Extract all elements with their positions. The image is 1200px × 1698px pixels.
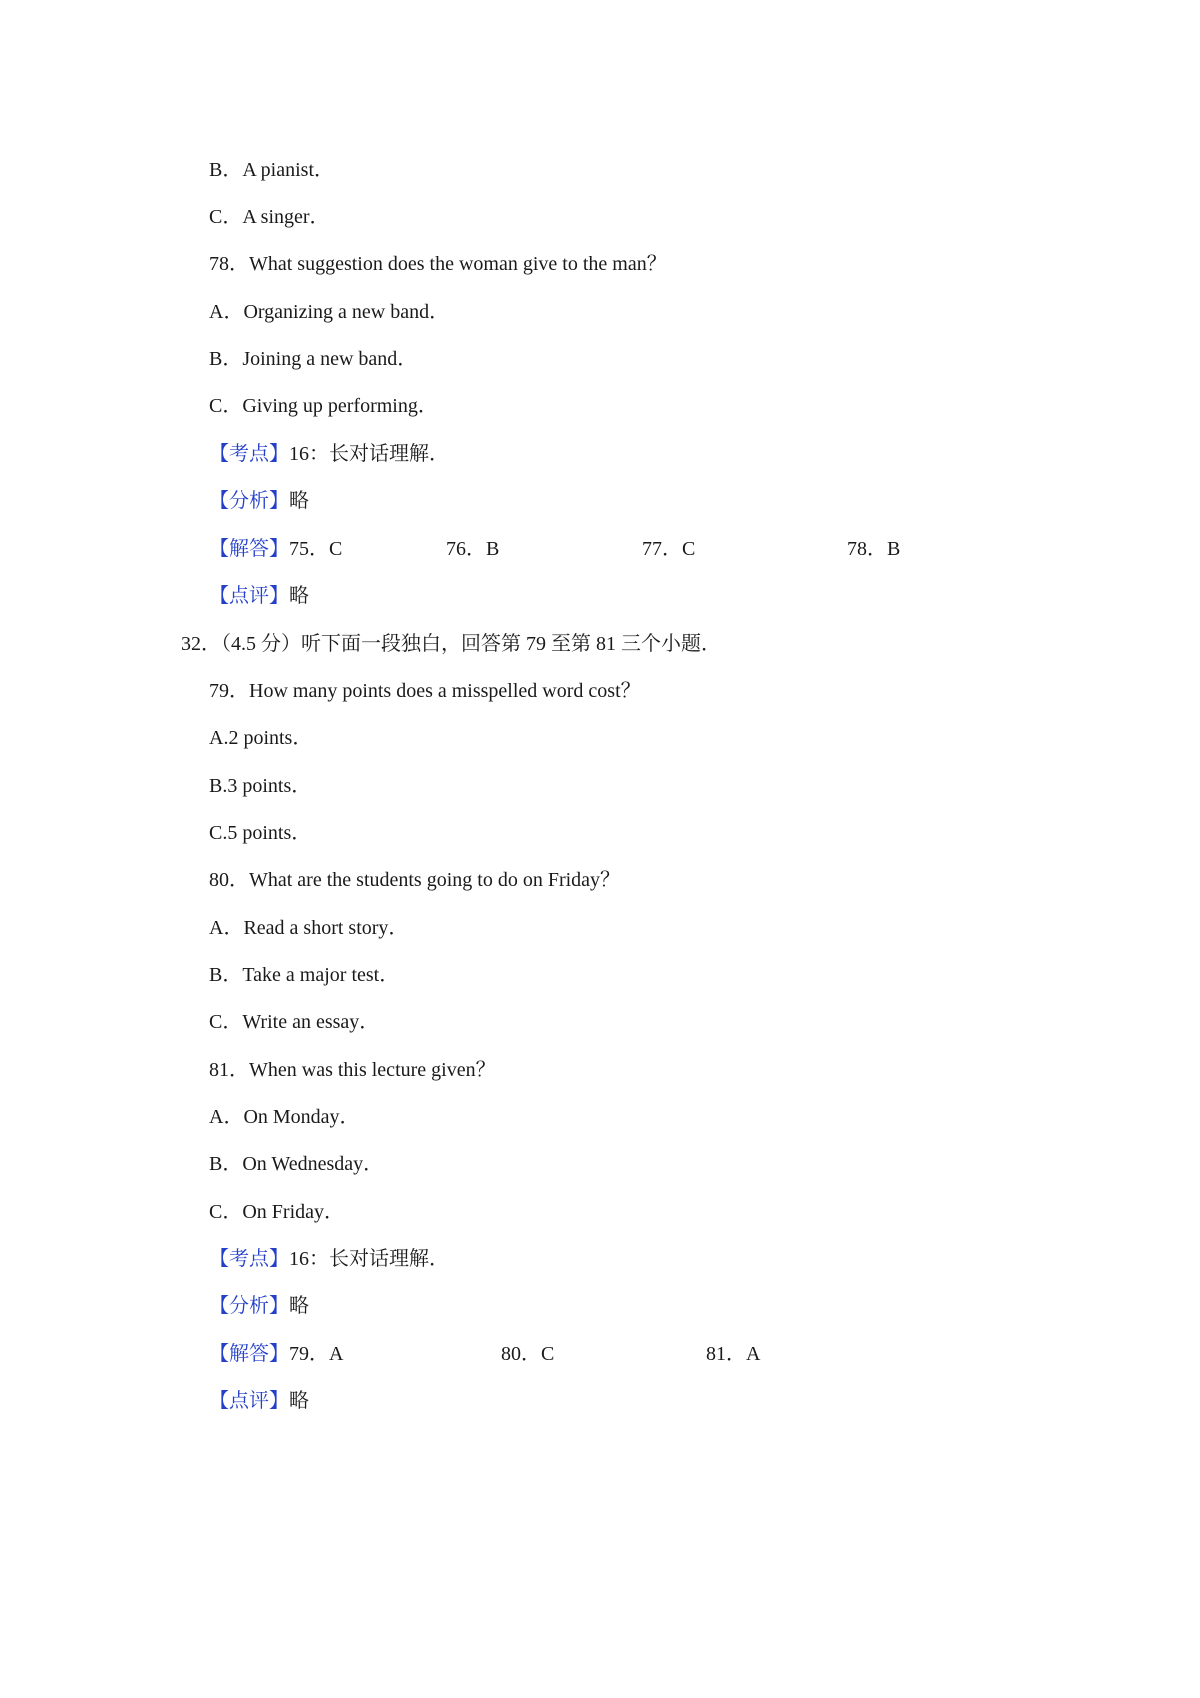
dianping-tag: 【点评】	[209, 585, 289, 607]
q79-stem: 79．How many points does a misspelled word cost？	[209, 680, 641, 702]
q79-option-b: B.3 points．	[209, 775, 312, 797]
q78-option-c: C．Giving up performing．	[209, 395, 438, 417]
kaodian-tag: 【考点】	[209, 443, 289, 465]
kaodian-text-2: 16：长对话理解．	[289, 1248, 449, 1270]
q79-option-c: C.5 points．	[209, 822, 312, 844]
fenxi-line-2	[209, 1293, 309, 1319]
answer-79: 79．A	[289, 1343, 344, 1365]
kaodian-text: 16：长对话理解．	[289, 443, 449, 465]
fenxi-tag: 【分析】	[209, 490, 289, 512]
jieda-tag-2: 【解答】	[209, 1343, 289, 1365]
q81-option-a: A．On Monday．	[209, 1106, 360, 1128]
answer-78: 78．B	[847, 538, 901, 560]
q81-option-b: B．On Wednesday．	[209, 1153, 384, 1175]
answer-76: 76．B	[446, 538, 500, 560]
dianping-text-2: 略	[289, 1390, 309, 1412]
kaodian-line-2	[209, 1246, 449, 1272]
jieda-line	[209, 536, 1009, 562]
fenxi-tag-2: 【分析】	[209, 1295, 289, 1317]
dianping-text: 略	[289, 585, 309, 607]
q80-option-c: C．Write an essay．	[209, 1011, 380, 1033]
answer-75: 75．C	[289, 538, 343, 560]
kaodian-line	[209, 441, 449, 467]
question-32-header: 32．（4.5 分）听下面一段独白，回答第 79 至第 81 三个小题．	[181, 633, 721, 655]
dianping-line-2	[209, 1388, 309, 1414]
q80-option-a: A．Read a short story．	[209, 917, 409, 939]
fenxi-line	[209, 488, 309, 514]
fenxi-text-2: 略	[289, 1295, 309, 1317]
fenxi-text: 略	[289, 490, 309, 512]
q77-option-b: B．A pianist．	[209, 159, 335, 181]
q78-option-a: A．Organizing a new band．	[209, 301, 450, 323]
answer-81: 81．A	[706, 1343, 761, 1365]
q81-stem: 81．When was this lecture given？	[209, 1059, 496, 1081]
q78-option-b: B．Joining a new band．	[209, 348, 418, 370]
jieda-line-2	[209, 1341, 909, 1367]
kaodian-tag-2: 【考点】	[209, 1248, 289, 1270]
q80-stem: 80．What are the students going to do on Friday？	[209, 869, 621, 891]
q81-option-c: C．On Friday．	[209, 1201, 344, 1223]
q79-option-a: A.2 points．	[209, 727, 313, 749]
q78-stem: 78．What suggestion does the woman give to the man？	[209, 253, 667, 275]
dianping-tag-2: 【点评】	[209, 1390, 289, 1412]
q80-option-b: B．Take a major test．	[209, 964, 400, 986]
dianping-line	[209, 583, 309, 609]
jieda-tag: 【解答】	[209, 538, 289, 560]
answer-77: 77．C	[642, 538, 696, 560]
q77-option-c: C．A singer．	[209, 206, 330, 228]
answer-80: 80．C	[501, 1343, 555, 1365]
